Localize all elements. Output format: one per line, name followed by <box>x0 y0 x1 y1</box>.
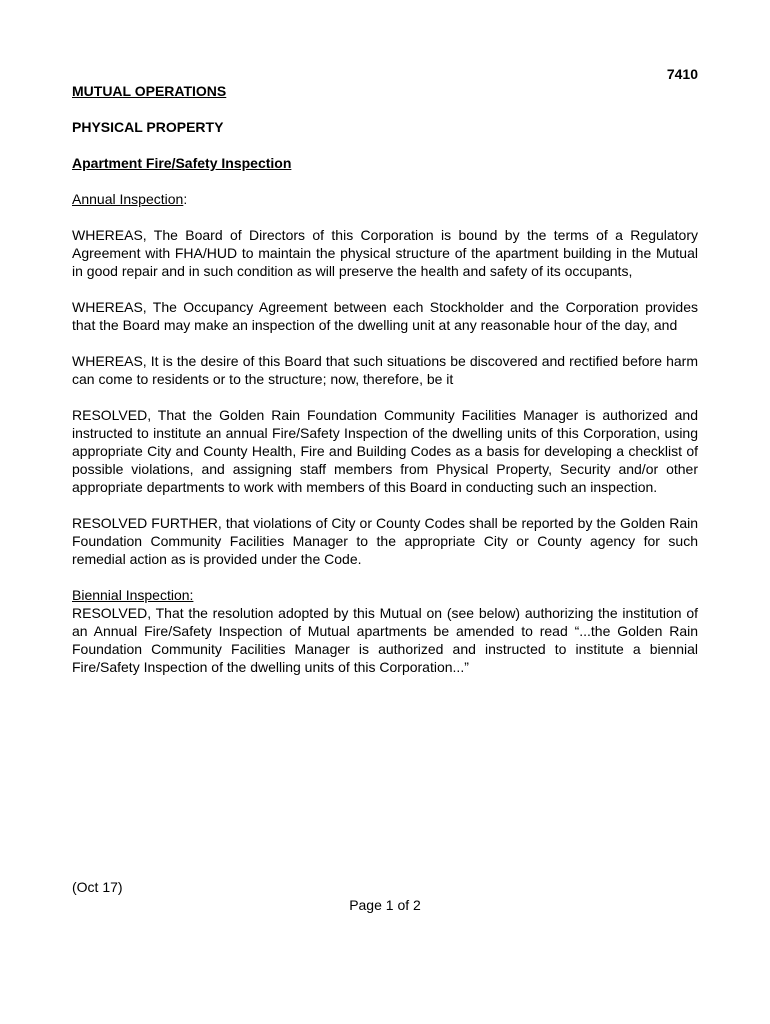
annual-inspection-label-line <box>72 190 698 208</box>
annual-inspection-label: Annual Inspection <box>72 191 184 207</box>
whereas-desire-paragraph: WHEREAS, It is the desire of this Board that such situations be discovered and rectified before harm can come to residents or to the structure; now, therefore, be it <box>72 353 698 387</box>
section-heading: MUTUAL OPERATIONS <box>72 83 227 99</box>
page-number: Page 1 of 2 <box>349 897 421 913</box>
biennial-resolved-paragraph: RESOLVED, That the resolution adopted by this Mutual on (see below) authorizing the institution of an Annual Fire/Safety Inspection of Mutual apartments be amended to read “...the Golden Rain Foundation Community Facilities Manager is authorized and instructed to institute a biennial Fire/Safety Inspection of the dwelling units of this Corporation...” <box>72 605 698 675</box>
annual-inspection-colon: : <box>183 191 188 207</box>
resolved-further-paragraph: RESOLVED FURTHER, that violations of City or County Codes shall be reported by the Golden Rain Foundation Community Facilities Manager to the appropriate City or County agency for such remedial action as is provided under the Code. <box>72 515 698 567</box>
document-number: 7410 <box>666 66 698 82</box>
subsection-heading: PHYSICAL PROPERTY <box>72 119 224 135</box>
resolved-paragraph: RESOLVED, That the Golden Rain Foundation Community Facilities Manager is authorized and instructed to institute an annual Fire/Safety Inspection of the dwelling units of this Corporation, using appropriate City and County Health, Fire and Building Codes as a basis for developing a checklist of possible violations, and assigning staff members from Physical Property, Security and/or other appropriate departments to work with members of this Board in conducting such an inspection. <box>72 407 698 495</box>
whereas-occupancy-paragraph: WHEREAS, The Occupancy Agreement between each Stockholder and the Corporation provides that the Board may make an inspection of the dwelling unit at any reasonable hour of the day, and <box>72 299 698 333</box>
whereas-regulatory-paragraph: WHEREAS, The Board of Directors of this Corporation is bound by the terms of a Regulatory Agreement with FHA/HUD to maintain the physical structure of the apartment building in the Mutual in good repair and in such condition as will preserve the health and safety of its occupants, <box>72 227 698 279</box>
document-body <box>72 82 698 676</box>
revision-date: (Oct 17) <box>72 879 123 895</box>
biennial-inspection-label: Biennial Inspection: <box>72 587 194 603</box>
document-title: Apartment Fire/Safety Inspection <box>72 155 292 171</box>
